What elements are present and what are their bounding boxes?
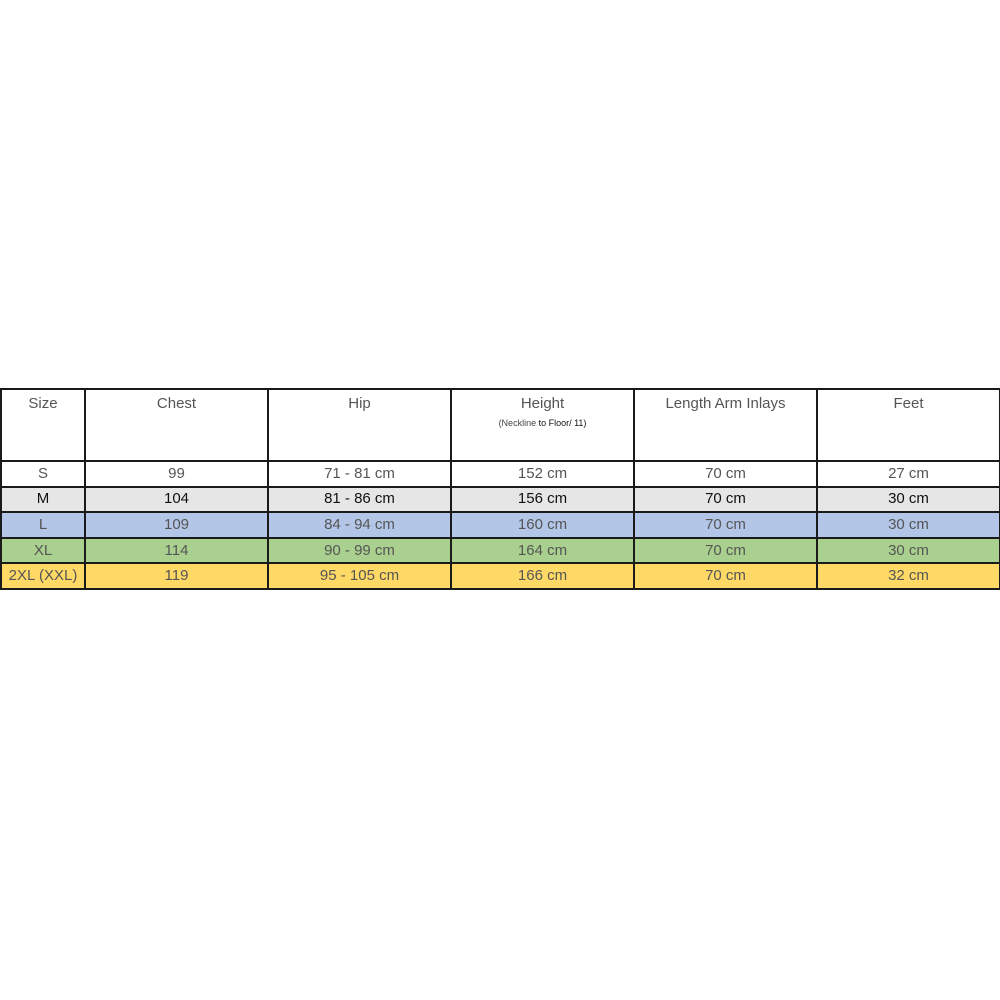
header-hip [268,389,451,461]
cell-arm-length: 70 cm [634,487,817,513]
header-label: Feet [893,395,924,412]
cell-size: L [1,512,85,538]
cell-height: 160 cm [451,512,634,538]
table-row [1,487,1000,513]
header-chest [85,389,268,461]
header-label: Chest [156,395,197,412]
cell-hip: 81 - 86 cm [268,487,451,513]
cell-feet: 30 cm [817,487,1000,513]
cell-arm-length: 70 cm [634,512,817,538]
cell-size: S [1,461,85,487]
header-label: Length Arm Inlays [665,395,786,412]
cell-hip: 71 - 81 cm [268,461,451,487]
cell-chest: 114 [85,538,268,564]
cell-chest: 104 [85,487,268,513]
header-label: Hip [348,395,371,412]
table-row [1,563,1000,589]
height-note-suffix: to Floor/ 11) [538,418,587,428]
cell-feet: 32 cm [817,563,1000,589]
cell-feet: 30 cm [817,538,1000,564]
cell-chest: 99 [85,461,268,487]
table-row [1,538,1000,564]
cell-feet: 30 cm [817,512,1000,538]
table-row [1,512,1000,538]
height-note-prefix: (Neckline [498,418,539,428]
cell-chest: 109 [85,512,268,538]
cell-hip: 90 - 99 cm [268,538,451,564]
table-row [1,461,1000,487]
header-size [1,389,85,461]
header-height [451,389,634,461]
cell-arm-length: 70 cm [634,563,817,589]
cell-arm-length: 70 cm [634,461,817,487]
size-chart-table [0,388,1000,590]
cell-chest: 119 [85,563,268,589]
cell-size: M [1,487,85,513]
cell-height: 156 cm [451,487,634,513]
cell-hip: 95 - 105 cm [268,563,451,589]
cell-arm-length: 70 cm [634,538,817,564]
cell-height: 164 cm [451,538,634,564]
cell-height: 152 cm [451,461,634,487]
header-label: Size [28,395,58,412]
cell-height: 166 cm [451,563,634,589]
cell-hip: 84 - 94 cm [268,512,451,538]
cell-size: XL [1,538,85,564]
height-note [452,418,633,428]
header-arm-length [634,389,817,461]
header-label: Height [520,395,565,412]
cell-feet: 27 cm [817,461,1000,487]
header-feet [817,389,1000,461]
cell-size: 2XL (XXL) [1,563,85,589]
header-row [1,389,1000,461]
